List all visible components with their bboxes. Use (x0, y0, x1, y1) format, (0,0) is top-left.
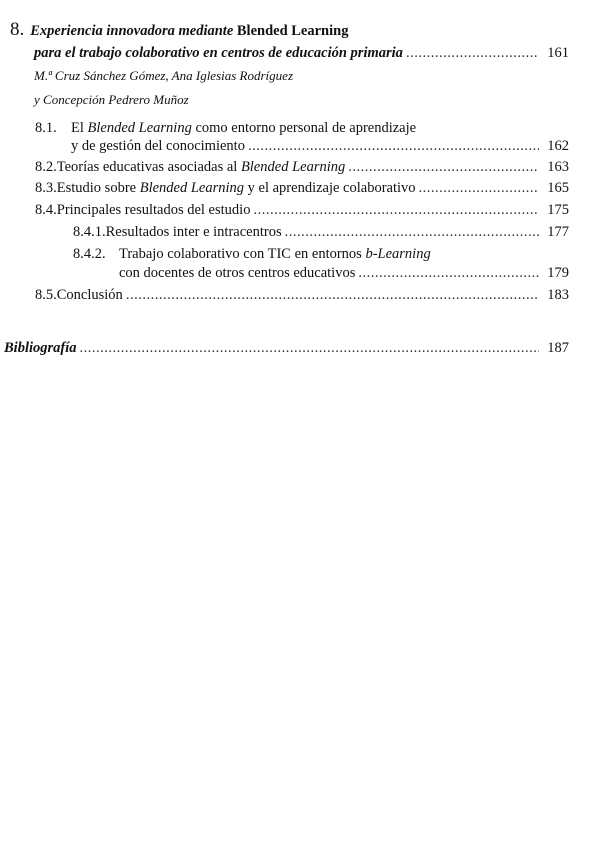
bibliography-label: Bibliografía (4, 340, 77, 356)
authors-text-2: y Concepción Pedrero Muñoz (34, 92, 189, 107)
subsection-text: Resultados inter e intracentros (105, 224, 282, 240)
toc-entry-8-3 (35, 179, 569, 197)
dot-leader (406, 44, 539, 62)
chapter-number: 8. (10, 19, 25, 40)
section-text-line2: y de gestión del conocimiento (71, 138, 245, 154)
chapter-title-italic: Experiencia innovadora mediante (30, 23, 234, 39)
toc-entry-8-4-1 (73, 223, 569, 241)
toc-entry-8-4-2 (73, 245, 431, 263)
subsection-page-number: 177 (547, 224, 569, 240)
subsection-number: 8.4.2. (73, 246, 106, 262)
dot-leader (248, 137, 539, 155)
dot-leader (285, 223, 539, 241)
chapter-heading-line2 (34, 44, 569, 62)
subsection-text-pre: Trabajo colaborativo con TIC en entornos (119, 246, 362, 262)
section-number: 8.3. (35, 180, 57, 196)
section-page-number: 165 (547, 180, 569, 196)
section-number: 8.2. (35, 159, 57, 175)
dot-leader (126, 286, 539, 304)
section-text-pre: El (71, 120, 84, 136)
chapter-heading-line1 (10, 21, 568, 40)
section-text-post: y el aprendizaje colaborativo (247, 180, 416, 196)
section-page-number: 163 (547, 159, 569, 175)
section-text-italic: Blended Learning (87, 120, 192, 136)
section-page-number: 162 (547, 138, 569, 154)
toc-entry-8-5 (35, 286, 569, 304)
dot-leader (419, 179, 539, 197)
chapter-title-line2: para el trabajo colaborativo en centros de educación primaria (34, 45, 403, 61)
toc-entry-8-4-2-cont (119, 264, 569, 282)
toc-entry-bibliography (4, 339, 569, 357)
section-number: 8.5. (35, 287, 57, 303)
section-number: 8.4. (35, 202, 57, 218)
toc-entry-8-2 (35, 158, 569, 176)
dot-leader (358, 264, 539, 282)
chapter-page-number: 161 (547, 45, 569, 61)
section-text-italic: Blended Learning (240, 159, 346, 175)
toc-entry-8-4 (35, 201, 569, 219)
section-text: Conclusión (56, 287, 123, 303)
dot-leader (253, 201, 539, 219)
subsection-number: 8.4.1. (73, 224, 106, 240)
subsection-text-italic: b-Learning (365, 246, 431, 262)
section-text-pre: Teorías educativas asociadas al (56, 159, 238, 175)
chapter-title-bold: Blended Learning (236, 23, 349, 39)
bibliography-page-number: 187 (547, 340, 569, 356)
subsection-text-line2: con docentes de otros centros educativos (119, 265, 356, 281)
section-text-post: como entorno personal de aprendizaje (195, 120, 417, 136)
section-text: Principales resultados del estudio (56, 202, 251, 218)
section-page-number: 183 (547, 287, 569, 303)
section-number: 8.1. (35, 120, 57, 136)
section-text-pre: Estudio sobre (56, 180, 137, 196)
subsection-page-number: 179 (547, 265, 569, 281)
dot-leader (80, 339, 539, 357)
authors-text-1: M.ª Cruz Sánchez Gómez, Ana Iglesias Rodríguez (34, 68, 293, 83)
chapter-authors-line2 (34, 91, 189, 109)
section-text-italic: Blended Learning (139, 180, 245, 196)
toc-entry-8-1 (35, 119, 416, 137)
toc-entry-8-1-cont (71, 137, 569, 155)
section-page-number: 175 (547, 202, 569, 218)
chapter-authors-line1 (34, 67, 293, 85)
dot-leader (348, 158, 539, 176)
